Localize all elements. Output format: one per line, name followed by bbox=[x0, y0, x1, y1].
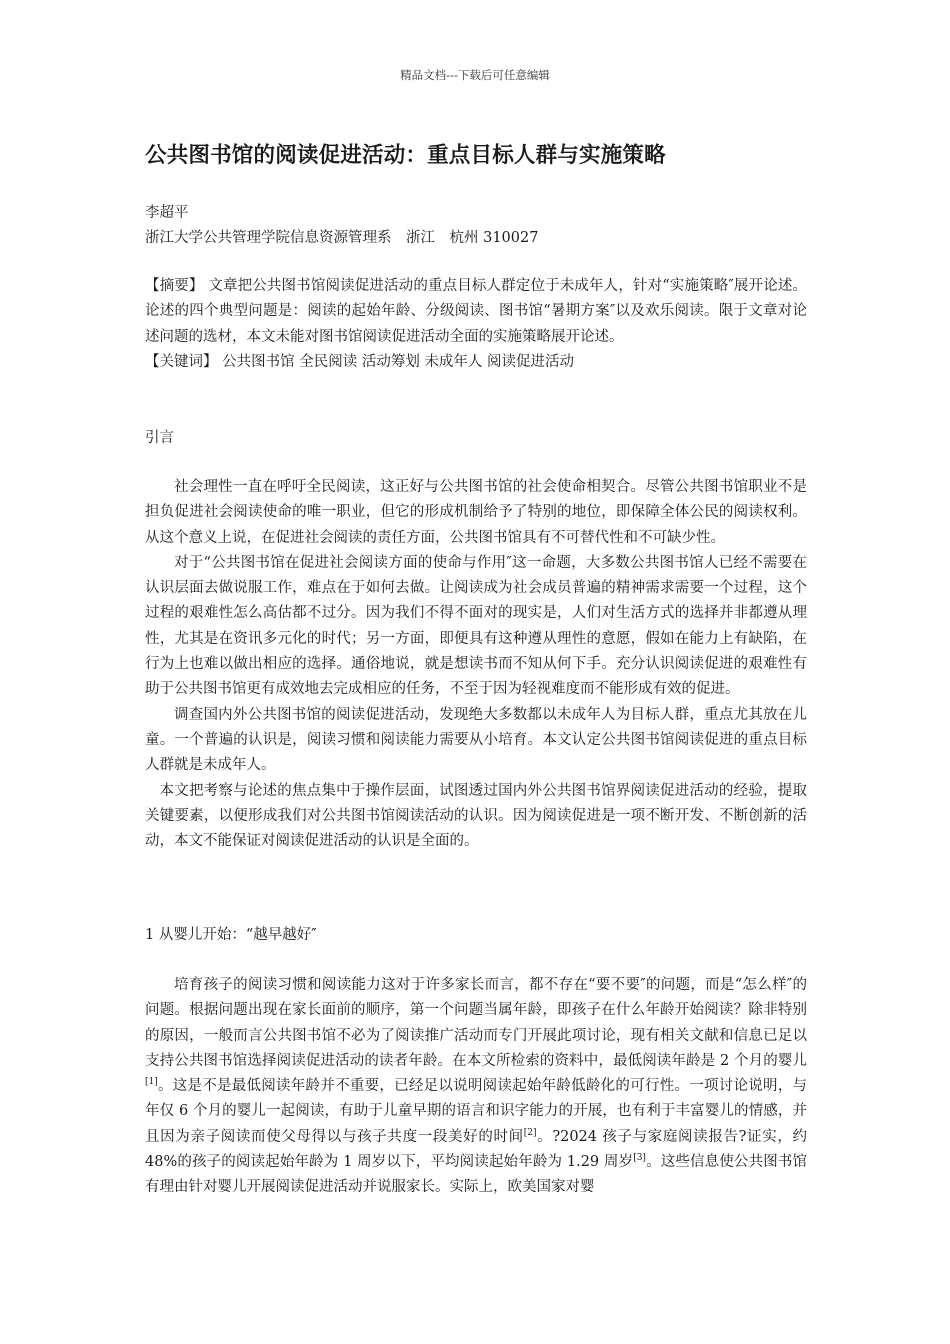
citation-ref[interactable]: [3] bbox=[633, 1153, 646, 1164]
intro-paragraph: 本文把考察与论述的焦点集中于操作层面，试图透过国内外公共图书馆界阅读促进活动的经验，提取关键要素，以便形成我们对公共图书馆阅读活动的认识。因为阅读促进是一项不断开发、不断创新的活动，本文不能保证对阅读促进活动的认识是全面的。 bbox=[145, 782, 807, 850]
author-name: 李超平 bbox=[145, 205, 189, 221]
page-header: 精品文档---下载后可任意编辑 bbox=[400, 68, 550, 82]
section-1-heading: 1 从婴儿开始：“越早越好″ bbox=[145, 927, 317, 943]
keywords-text: 公共图书馆 全民阅读 活动筹划 未成年人 阅读促进活动 bbox=[217, 353, 575, 370]
intro-body bbox=[145, 475, 807, 854]
document-title: 公共图书馆的阅读促进活动：重点目标人群与实施策略 bbox=[145, 143, 666, 168]
intro-paragraph: 对于“公共图书馆在促进社会阅读方面的使命与作用″这一命题，大多数公共图书馆人已经不需要在认识层面去做说服工作，难点在于如何去做。让阅读成为社会成员普遍的精神需求需要一个过程，这个过程的艰难性怎么高估都不过分。因为我们不得不面对的现实是，人们对生活方式的选择并非都遵从理性，尤其是在资讯多元化的时代；另一方面，即便具有这种遵从理性的意愿，假如在能力上有缺陷，在行为上也难以做出相应的选择。通俗地说，就是想读书而不知从何下手。充分认识阅读促进的艰难性有助于公共图书馆更有成效地去完成相应的任务，不至于因为轻视难度而不能形成有效的促进。 bbox=[145, 554, 807, 698]
intro-paragraph: 社会理性一直在呼吁全民阅读，这正好与公共图书馆的社会使命相契合。尽管公共图书馆职业不是担负促进社会阅读使命的唯一职业，但它的形成机制给予了特别的地位，即保障全体公民的阅读权利。从这个意义上说，在促进社会阅读的责任方面，公共图书馆具有不可替代性和不可缺少性。 bbox=[145, 479, 807, 546]
citation-ref[interactable]: [2] bbox=[523, 1127, 537, 1138]
section-1-paragraph: 培育孩子的阅读习惯和阅读能力这对于许多家长而言，都不存在“要不要″的问题，而是“怎么样″的问题。根据问题出现在家长面前的顺序，第一个问题当属年龄，即孩子在什么年龄开始阅读？除非特别的原因，一般而言公共图书馆不必为了阅读推广活动而专门开展此项讨论，现有相关文献和信息已足以支持公共图书馆选择阅读促进活动的读者年龄。在本文所检索的资料中，最低阅读年龄是 2 个月的婴儿[1]。这是不是最低阅读年龄并不重要，已经足以说明阅读起始年龄低龄化的可行性。一项讨论说明，与年仅 6 个月的婴儿一起阅读，有助于儿童早期的语言和识字能力的开展，也有利于丰富婴儿的情感，并且因为亲子阅读而使父母得以与孩子共度一段美好的时间[2]。?2024 孩子与家庭阅读报告?证实，约 48%的孩子的阅读起始年龄为 1 周岁以下，平均阅读起始年龄为 1.29 周岁[3]。这些信息使公共图书馆有理由针对婴儿开展阅读促进活动并说服家长。实际上，欧美国家对婴 bbox=[145, 977, 808, 1196]
keywords-label: 【关键词】 bbox=[145, 353, 218, 370]
abstract-text: 文章把公共图书馆阅读促进活动的重点目标人群定位于未成年人，针对“实施策略″展开论述。论述的四个典型问题是：阅读的起始年龄、分级阅读、图书馆“暑期方案″以及欢乐阅读。限于文章对论述问题的选材，本文未能对图书馆阅读促进活动全面的实施策略展开论述。 bbox=[145, 278, 808, 345]
section-1-body bbox=[145, 973, 807, 1201]
intro-heading: 引言 bbox=[145, 430, 174, 446]
citation-ref[interactable]: [1] bbox=[145, 1077, 158, 1088]
abstract bbox=[145, 274, 807, 375]
abstract-label: 【摘要】 bbox=[145, 278, 204, 294]
intro-paragraph: 调查国内外公共图书馆的阅读促进活动，发现绝大多数都以未成年人为目标人群，重点尤其放在儿童。一个普遍的认识是，阅读习惯和阅读能力需要从小培育。本文认定公共图书馆阅读促进的重点目标人群就是未成年人。 bbox=[145, 706, 807, 774]
author-affiliation: 浙江大学公共管理学院信息资源管理系 浙江 杭州 310027 bbox=[145, 230, 539, 246]
